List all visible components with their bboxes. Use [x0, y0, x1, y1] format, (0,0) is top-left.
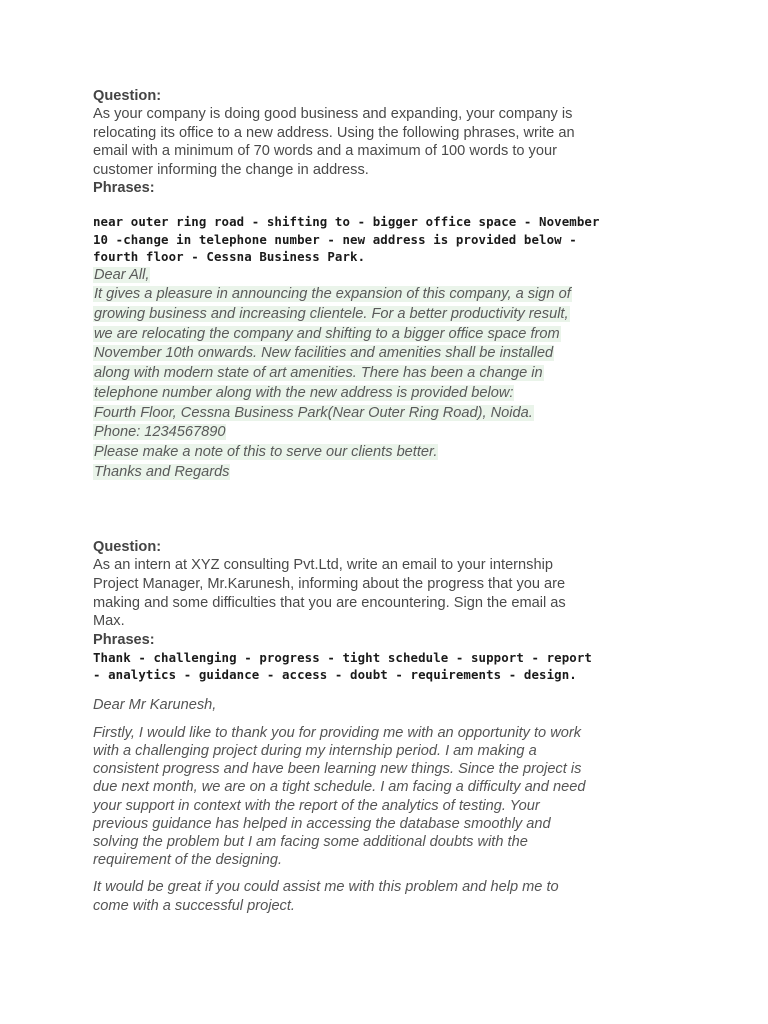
answer-line: Dear All, — [94, 266, 150, 283]
question-line: customer informing the change in address. — [93, 161, 369, 178]
phrases-label: Phrases: — [93, 631, 155, 648]
paragraph-line: consistent progress and have been learning new things. Since the project is — [93, 761, 582, 778]
question-line: As your company is doing good business and expanding, your company is — [93, 106, 573, 122]
question-line: Max. — [93, 613, 125, 630]
question-line: relocating its office to a new address. Using the following phrases, write an — [93, 124, 575, 141]
answer-line: Please make a note of this to serve our clients better. — [94, 443, 438, 460]
question-label: Question: — [93, 539, 162, 556]
phrases-line: fourth floor - Cessna Business Park. — [93, 249, 366, 265]
phrases-text — [93, 649, 683, 684]
answer-line: we are relocating the company and shifting to a bigger office space from — [94, 325, 560, 342]
question-line: making and some difficulties that you are encountering. Sign the email as — [93, 594, 566, 611]
phrases-line: near outer ring road - shifting to - bigger office space - November — [93, 214, 600, 230]
answer-line: November 10th onwards. New facilities and amenities shall be installed — [94, 345, 554, 362]
paragraph-line: previous guidance has helped in accessing the database smoothly and — [93, 815, 551, 832]
phrases-line: Thank - challenging - progress - tight schedule - support - report — [93, 649, 592, 665]
question-label: Question: — [93, 88, 162, 104]
phrases-label: Phrases: — [93, 180, 155, 197]
section-1 — [93, 87, 683, 482]
paragraph-line: requirement of the designing. — [93, 852, 283, 869]
document-page — [93, 87, 683, 915]
paragraph-line: come with a successful project. — [93, 897, 295, 914]
answer-line: along with modern state of art amenities. There has been a change in — [94, 365, 543, 382]
phrases-text — [93, 213, 683, 265]
paragraph-line: solving the problem but I am facing some additional doubts with the — [93, 833, 528, 850]
answer-line: Phone: 1234567890 — [94, 424, 226, 441]
paragraph-line: due next month, we are on a tight schedule. I am facing a difficulty and need — [93, 779, 586, 796]
email-paragraph-2 — [93, 878, 683, 914]
answer-line: growing business and increasing clientele. For a better productivity result, — [94, 306, 569, 322]
section-2 — [93, 538, 683, 914]
answer-line: Thanks and Regards — [94, 463, 230, 480]
question-text — [93, 556, 683, 630]
question-text — [93, 105, 683, 179]
answer-line: It gives a pleasure in announcing the expansion of this company, a sign of — [94, 286, 571, 303]
question-line: email with a minimum of 70 words and a maximum of 100 words to your — [93, 143, 557, 160]
phrases-line: - analytics - guidance - access - doubt - requirements - design. — [93, 667, 577, 683]
phrases-line: 10 -change in telephone number - new address is provided below - — [93, 231, 577, 247]
answer-email — [93, 266, 683, 483]
paragraph-line: Firstly, I would like to thank you for providing me with an opportunity to work — [93, 724, 582, 741]
question-line: As an intern at XYZ consulting Pvt.Ltd, write an email to your internship — [93, 557, 553, 574]
question-line: Project Manager, Mr.Karunesh, informing about the progress that you are — [93, 575, 566, 592]
email-paragraph-1 — [93, 724, 683, 870]
paragraph-line: with a challenging project during my internship period. I am making a — [93, 742, 537, 759]
email-greeting: Dear Mr Karunesh, — [93, 696, 217, 713]
answer-line: Fourth Floor, Cessna Business Park(Near Outer Ring Road), Noida. — [94, 404, 533, 421]
paragraph-line: It would be great if you could assist me with this problem and help me to — [93, 879, 559, 896]
paragraph-line: your support in context with the report of the analytics of testing. Your — [93, 797, 540, 814]
answer-line: telephone number along with the new address is provided below: — [94, 384, 514, 401]
